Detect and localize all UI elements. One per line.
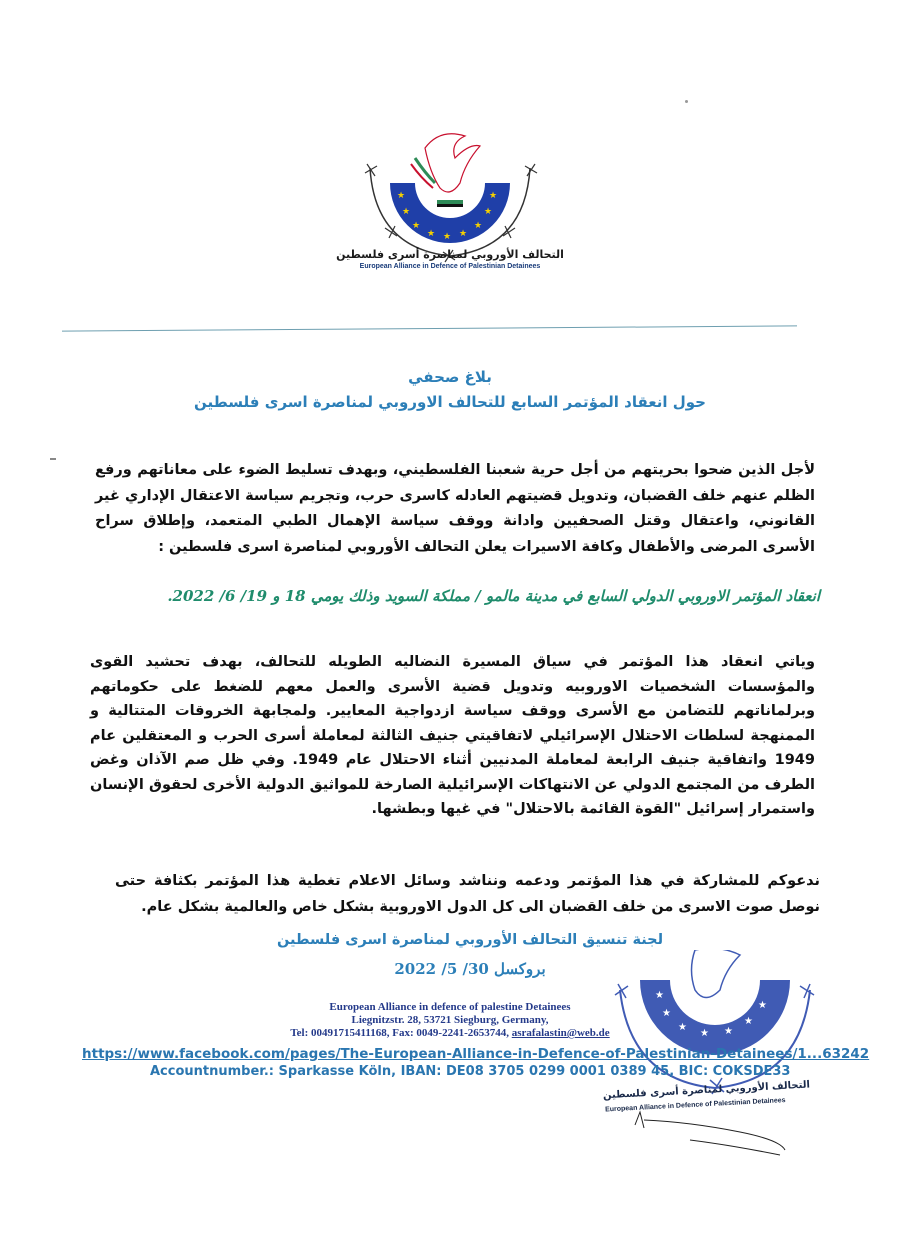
signing-committee: لجنة تنسيق التحالف الأوروبي لمناصرة اسرى فلسطين <box>276 932 664 948</box>
scan-speck <box>685 100 688 103</box>
facebook-link[interactable]: https://www.facebook.com/pages/The-European-Alliance-in-Defence-of-Palestinian-Detainees/1...63242 <box>82 1046 870 1062</box>
svg-text:★: ★ <box>412 221 421 231</box>
stamp-org-name-en: European Alliance in Defence of Palestinian Detainees <box>604 1097 786 1114</box>
svg-text:★: ★ <box>459 229 468 239</box>
body-paragraph-2: وياتي انعقاد هذا المؤتمر في سياق المسيرة النضاليه الطويله للتحالف، بهدف تحشيد القوى والمؤسسات الشخصيات الاوروبيه وتدويل قضية الأسرى والعمل معهم للضغط على حكوماتهم وبرلماناتهم للتضامن مع الأسرى ووقف سياسة ازدواجية المعايير. ولمجابهة الخروقات المتتالية و الممنهجة لسلطات الاحتلال الإسرائيلي لاتفاقيتي جنيف الثالثة لمعاملة أسرى الحرب و المعتقلين عام 1949 واتفاقية جنيف الرابعة لمعاملة المدنيين أثناء الاحتلال عام 1949. وفي ظل صم الآذان وغض الطرف من المجتمع الدولي عن الانتهاكات الإسرائيلية الصارخة للمواثيق الدولية الأخرى لحقوق الإنسان واستمرار إسرائيل "القوة القائمة بالاحتلال" في غيها وبطشها. <box>90 654 815 817</box>
svg-text:★: ★ <box>744 1016 753 1027</box>
footer-tel-fax: Tel: 00491715411168, Fax: 0049-2241-2653744, <box>290 1027 512 1039</box>
svg-text:★: ★ <box>758 1000 767 1011</box>
body-paragraph-3: ندعوكم للمشاركة في هذا المؤتمر ودعمه ونناشد وسائل الاعلام تغطية هذا المؤتمر بكثافة حتى نوصل صوت الاسرى من خلف القضبان الى كل الدول الاوروبية بشكل خاص والعالمية بشكل عام. <box>115 873 820 915</box>
press-release-subtitle: حول انعقاد المؤتمر السابع للتحالف الاوروبي لمناصرة اسرى فلسطين <box>194 393 706 411</box>
press-release-title: بلاغ صحفي <box>408 368 492 386</box>
scan-mark <box>50 458 56 460</box>
logo-org-name-ar: التحالف الأوروبي لمناصرة أسرى فلسطين <box>336 248 564 261</box>
svg-text:★: ★ <box>700 1028 709 1039</box>
body-paragraph-1: لأجل الذين ضحوا بحريتهم من أجل حرية شعبنا الفلسطيني، وبهدف تسليط الضوء على معاناتهم ورفع الظلم عنهم خلف القضبان، وتدويل قضيتهم العادله كاسرى حرب، وتجريم سياسة الاعتقال الإداري غير القانوني، واعتقال وقتل الصحفيين وادانة ووقف سياسة الإهمال الطبي المتعمد، وإطلاق سراح الأسرى المرضى والأطفال وكافة الاسيرات يعلن التحالف الأوروبي لمناصرة اسرى فلسطين : <box>95 462 815 555</box>
footer-org-name: European Alliance in defence of palestine Detainees <box>329 1001 571 1013</box>
stamp-org-name-ar: التحالف الأوروبي لمناصرة أسرى فلسطين <box>602 1079 811 1102</box>
svg-text:★: ★ <box>662 1008 671 1019</box>
svg-text:★: ★ <box>484 207 493 217</box>
svg-text:★: ★ <box>655 990 664 1001</box>
handwritten-signature <box>630 1110 790 1160</box>
footer-email-link[interactable]: asrafalastin@web.de <box>511 1027 610 1039</box>
place-and-date: بروكسل 30/ 5/ 2022 <box>394 960 546 978</box>
svg-text:★: ★ <box>489 191 498 201</box>
conference-announcement: انعقاد المؤتمر الاوروبي الدولي السابع في مدينة مالمو / مملكة السويد وذلك يومي 18 و 19/ 6/ 2022. <box>167 587 820 605</box>
svg-text:★: ★ <box>678 1022 687 1033</box>
svg-text:★: ★ <box>397 191 406 201</box>
svg-text:★: ★ <box>427 229 436 239</box>
svg-text:★: ★ <box>724 1026 733 1037</box>
svg-text:★: ★ <box>443 232 452 242</box>
svg-text:★: ★ <box>474 221 483 231</box>
header-divider <box>62 325 797 331</box>
bank-account-info: Accountnumber.: Sparkasse Köln, IBAN: DE08 3705 0299 0001 0389 45, BIC: COKSDE33 <box>150 1064 791 1079</box>
footer-address: Liegnitzstr. 28, 53721 Siegburg, Germany, <box>351 1014 549 1026</box>
logo-org-name-en: European Alliance in Defence of Palestinian Detainees <box>359 263 541 270</box>
svg-text:★: ★ <box>402 207 411 217</box>
footer-tel-fax-email <box>150 1027 750 1040</box>
org-logo <box>355 128 545 268</box>
